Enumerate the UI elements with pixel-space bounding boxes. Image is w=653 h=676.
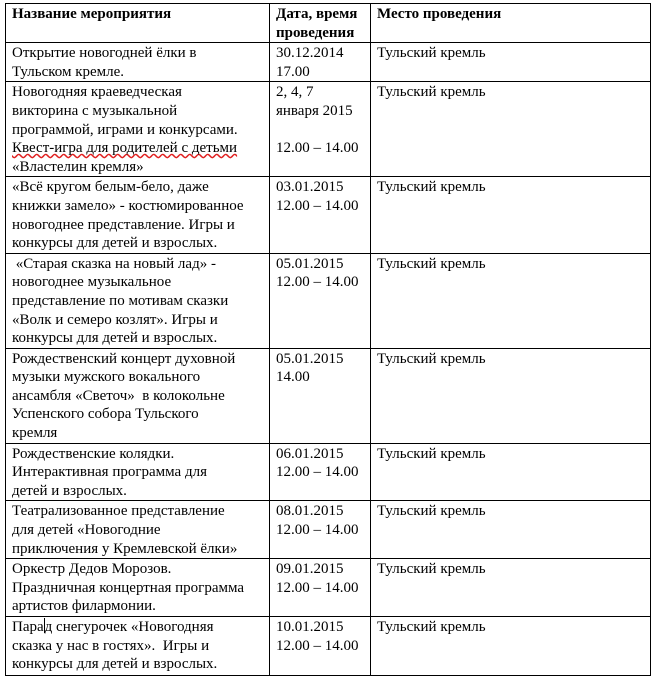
date-text-line: января 2015 — [276, 102, 353, 119]
date-text-line: 12.00 – 14.00 — [276, 140, 359, 157]
event-text-line: конкурсы для детей и взрослых. — [12, 330, 218, 347]
event-text-line: «Всё кругом белым-бело, даже — [12, 179, 209, 196]
event-text-line: «Властелин кремля» — [12, 158, 144, 175]
event-text-line: кремля — [12, 425, 58, 442]
header-datetime — [270, 4, 371, 43]
event-text-line: Рождественские колядки. — [12, 445, 175, 462]
date-text-line: 17.00 — [276, 63, 310, 80]
venue-cell: Тульский кремль — [371, 177, 651, 253]
header-venue: Место проведения — [371, 4, 651, 43]
event-text-line: Открытие новогодней ёлки в — [12, 45, 197, 62]
table-row — [6, 617, 651, 676]
event-text-line: новогоднее музыкальное — [12, 274, 172, 291]
date-cell — [270, 177, 371, 253]
date-text-line: 12.00 – 14.00 — [276, 464, 359, 481]
event-text-line: Новогодняя краеведческая — [12, 84, 182, 101]
date-text-line: 06.01.2015 — [276, 445, 344, 462]
event-text-line: Успенского собора Тульского — [12, 406, 199, 423]
table-row — [6, 348, 651, 443]
date-text-line: 05.01.2015 — [276, 350, 344, 367]
venue-cell: Тульский кремль — [371, 617, 651, 676]
header-datetime-line2: проведения — [276, 24, 355, 41]
event-text-fragment: д снегурочек «Новогодняя — [44, 619, 214, 635]
event-text-line: Тульском кремле. — [12, 63, 125, 80]
event-cell — [6, 617, 270, 676]
event-text-line — [12, 618, 263, 637]
table-row — [6, 43, 651, 82]
event-text-line: для детей «Новогодние — [12, 522, 161, 539]
event-text-line: «Волк и семеро козлят». Игры и — [12, 311, 218, 328]
date-cell — [270, 43, 371, 82]
date-cell — [270, 82, 371, 177]
venue-cell: Тульский кремль — [371, 82, 651, 177]
header-datetime-line1: Дата, время — [276, 6, 358, 22]
event-text-line: конкурсы для детей и взрослых. — [12, 656, 218, 673]
date-text-line: 12.00 – 14.00 — [276, 197, 359, 214]
date-cell — [270, 617, 371, 676]
date-text-line: 12.00 – 14.00 — [276, 637, 359, 654]
date-text-line: 05.01.2015 — [276, 255, 344, 272]
event-text-line: приключения у Кремлевской ёлки» — [12, 540, 238, 557]
event-cell — [6, 348, 270, 443]
event-text-line: Праздничная концертная программа — [12, 579, 245, 596]
date-text-line: 03.01.2015 — [276, 179, 344, 196]
event-text-fragment: Пара — [12, 619, 44, 635]
date-text-line: 09.01.2015 — [276, 561, 344, 578]
venue-cell: Тульский кремль — [371, 253, 651, 348]
event-text-line: артистов филармонии. — [12, 598, 156, 615]
table-row — [6, 443, 651, 501]
date-text-line: 12.00 – 14.00 — [276, 274, 359, 291]
date-cell — [270, 501, 371, 559]
table-row — [6, 559, 651, 617]
event-text-line: Оркестр Дедов Морозов. — [12, 561, 172, 578]
event-cell — [6, 82, 270, 177]
venue-cell: Тульский кремль — [371, 501, 651, 559]
event-text-line: программой, играми и конкурсами. — [12, 121, 238, 138]
header-event: Название мероприятия — [6, 4, 270, 43]
event-text-line: ансамбля «Светоч» в колокольне — [12, 387, 225, 404]
event-text-line: «Старая сказка на новый лад» - — [12, 255, 216, 272]
venue-cell: Тульский кремль — [371, 559, 651, 617]
event-cell — [6, 443, 270, 501]
event-cell — [6, 253, 270, 348]
event-text-line: Театрализованное представление — [12, 503, 225, 520]
venue-cell: Тульский кремль — [371, 348, 651, 443]
event-text-line: детей и взрослых. — [12, 482, 127, 499]
date-text-line: 2, 4, 7 — [276, 84, 314, 101]
header-row — [6, 4, 651, 43]
venue-cell: Тульский кремль — [371, 443, 651, 501]
table-row — [6, 501, 651, 559]
event-cell — [6, 177, 270, 253]
date-spacer — [276, 121, 364, 140]
event-text-line: викторина с музыкальной — [12, 102, 178, 119]
venue-cell: Тульский кремль — [371, 43, 651, 82]
event-text-line: сказка у нас в гостях». Игры и — [12, 637, 210, 654]
event-cell — [6, 43, 270, 82]
table-row — [6, 82, 651, 177]
date-cell — [270, 443, 371, 501]
date-text-line: 10.01.2015 — [276, 619, 344, 635]
event-cell — [6, 501, 270, 559]
date-cell — [270, 348, 371, 443]
event-text-line: конкурсы для детей и взрослых. — [12, 235, 218, 252]
date-text-line: 12.00 – 14.00 — [276, 579, 359, 596]
date-text-line: 14.00 — [276, 369, 310, 386]
event-text-line: музыки мужского вокального — [12, 369, 201, 386]
event-cell — [6, 559, 270, 617]
date-cell — [270, 559, 371, 617]
date-text-line: 08.01.2015 — [276, 503, 344, 520]
date-text-line: 30.12.2014 — [276, 45, 344, 62]
date-cell — [270, 253, 371, 348]
date-text-line: 12.00 – 14.00 — [276, 522, 359, 539]
event-text-line: Квест-игра для родителей с детьми — [12, 140, 238, 157]
events-table — [5, 3, 651, 676]
event-text-line: Рождественский концерт духовной — [12, 350, 236, 367]
event-text-line: представление по мотивам сказки — [12, 292, 229, 309]
event-text-line: новогоднее представление. Игры и — [12, 216, 235, 233]
table-row — [6, 177, 651, 253]
event-text-line: книжки замело» - костюмированное — [12, 197, 244, 214]
event-text-line: Интерактивная программа для — [12, 464, 207, 481]
table-row — [6, 253, 651, 348]
